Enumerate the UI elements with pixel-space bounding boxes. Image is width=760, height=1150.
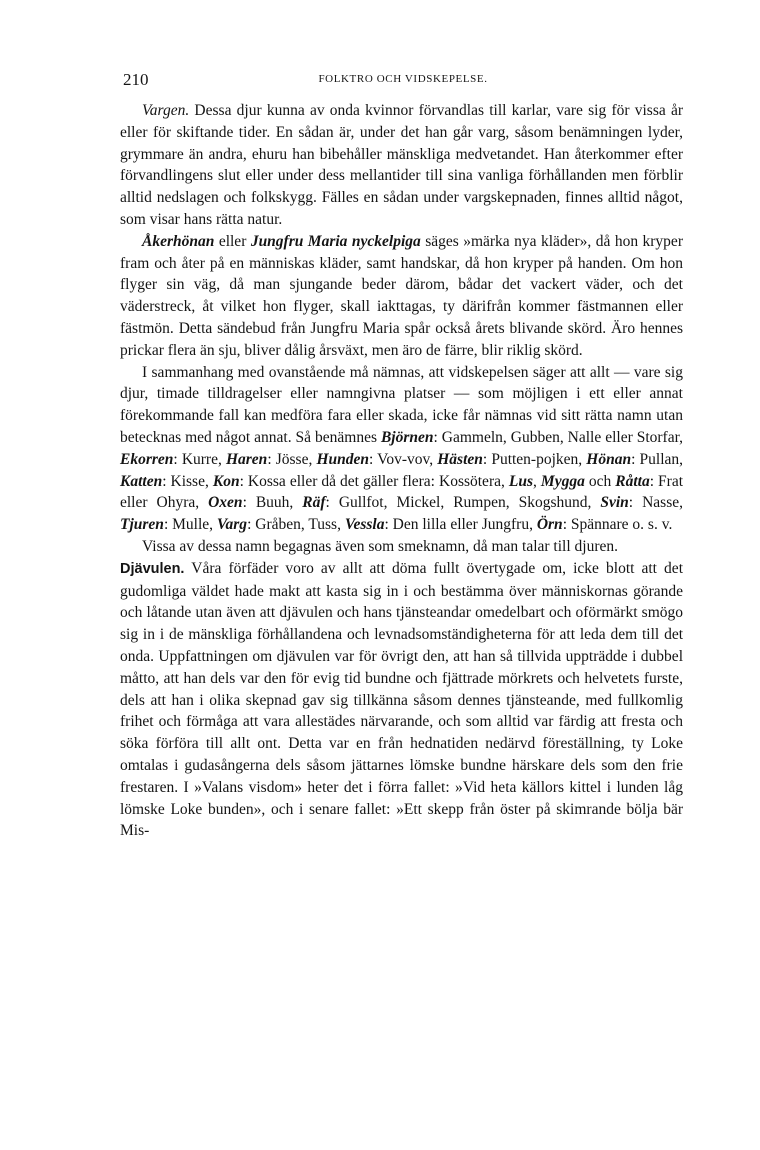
term-animal: Tjuren [120, 516, 164, 534]
paragraph-akerhonan [120, 231, 683, 362]
paragraph-text: : Putten-pojken, [482, 450, 587, 468]
paragraph-text: : Frat eller Ohyra, [120, 472, 684, 512]
term-animal: Oxen [208, 494, 243, 512]
paragraph-text: : Buuh, [242, 494, 303, 512]
paragraph-text: och [584, 472, 616, 490]
paragraph-text: : Kisse, [162, 472, 213, 490]
running-title: FOLKTRO OCH VIDSKEPELSE. [318, 73, 488, 85]
term-animal: Ekorren [120, 450, 174, 468]
paragraph-text: : Kurre, [173, 450, 226, 468]
term-animal: Katten [120, 472, 163, 490]
term-animal: Björnen [380, 428, 434, 446]
term-animal: Hönan [586, 450, 632, 468]
paragraph-text: : Gråben, Tuss, [247, 516, 345, 534]
term-jungfru-maria-nyckelpiga: Jungfru Maria nyckelpiga [250, 232, 421, 250]
term-animal: Varg [216, 516, 248, 534]
term-akerhonan: Åkerhönan [142, 232, 215, 250]
term-animal: Räf [302, 494, 326, 512]
paragraph-text: : Vov-vov, [369, 450, 438, 468]
body-text [120, 100, 683, 842]
term-animal: Råtta [615, 472, 650, 490]
term-animal: Haren [225, 450, 268, 468]
paragraph-text: : Den lilla eller Jungfru, [384, 516, 537, 534]
paragraph-text: I sammanhang med ovanstående må nämnas, att vidskepelsen säger att allt — vare sig djur, timade tilldragelser eller namngivna platser — som möjligen i ett eller annat förekommande fall kan medföra fara eller skada, icke får nämnas vid sitt rätta namn utan betecknas med något annat. Så benämnes [120, 363, 683, 446]
paragraph-text: : Pullan, [631, 450, 683, 468]
term-animal: Mygga [540, 472, 585, 490]
term-animal: Örn [536, 516, 563, 534]
paragraph-text: , [533, 472, 541, 490]
paragraph-smeknamn: Vissa av dessa namn begagnas även som smeknamn, då man talar till djuren. [142, 537, 618, 555]
term-animal: Vessla [344, 516, 385, 534]
paragraph-text: : Spännare o. s. v. [562, 516, 673, 534]
term-animal: Hunden [316, 450, 370, 468]
page-number: 210 [123, 70, 149, 89]
section-heading-djavulen: Djävulen. [120, 560, 185, 577]
term-animal: Lus [508, 472, 534, 490]
term-vargen: Vargen. [142, 102, 190, 119]
paragraph-animal-names [120, 362, 683, 536]
paragraph-text: : Gullfot, Mickel, Rumpen, Skogshund, [325, 494, 601, 512]
term-animal: Svin [600, 494, 629, 512]
paragraph-text: : Mulle, [163, 516, 217, 534]
paragraph-text: eller [214, 232, 251, 250]
paragraph-text: : Kossa eller då det gäller flera: Kossötera, [239, 472, 509, 490]
term-animal: Kon [212, 472, 240, 490]
term-animal: Hästen [437, 450, 483, 468]
paragraph-text: : Jösse, [267, 450, 317, 468]
paragraph-vargen [120, 100, 683, 231]
paragraph-text: Våra förfäder voro av allt att döma fullt övertygade om, icke blott att det gudomliga väldet hade makt att kasta sig in i och bestämma över människornas görande och låtande utan även att djävulen och hans tjänsteandar omedelbart och oförmärkt smögo sig in i de mänskliga förhållandena och levnadsomständigheterna för att leda dem till det onda. Uppfattningen om djävulen var för övrigt den, att han så tillvida uppträdde i dubbel måtto, att han dels var den för evig tid bundne och fjättrade mörkrets och helvetets furste, dels att han i olika skepnad gav sig tillkänna såsom dennes tjänsteande, med fullkomlig frihet och förmåga att vara allestädes närvarande, och som alltid var färdig att fresta och söka förföra till allt ont. Detta var en från hednatiden nedärvd föreställning, ty Loke omtalas i gudasångerna dels såsom jättarnes lömske bundne härskare dels som den frie frestaren. I »Valans visdom» heter det i förra fallet: »Vid heta källors kittel i lunden låg lömske Loke bunden», och i senare fallet: »Ett skepp från öster på skimrande bölja bär Mis- [120, 559, 683, 840]
paragraph-text: : Gammeln, Gubben, Nalle eller Storfar, [433, 428, 683, 446]
page-header [123, 70, 683, 90]
paragraph-text: Dessa djur kunna av onda kvinnor förvandlas till karlar, vare sig för vissa år eller för skiftande tider. En sådan är, under det han går varg, såsom benämningen lyder, grymmare än andra, ehuru han bibehåller mänskliga medvetandet. Han återkommer efter förvandlingens slut eller under dess mellantider till sina vanliga förhållanden men förblir alltid nedslagen och folkskygg. Fälles en sådan under vargskepnaden, finnes alltid något, som visar hans rätta natur. [120, 102, 683, 228]
paragraph-text: säges »märka nya kläder», då hon kryper fram och åter på en människas kläder, samt handskar, då hon kryper på handen. Om hon flyger sin väg, då man sjungande beder därom, bådar det vackert väder, och det väderstreck, åt vilket hon flyger, skall iakttagas, ty därifrån kommer fästmannen eller fästmön. Detta sändebud från Jungfru Maria spår också årets blivande skörd. Äro hennes prickar flera än sju, bliver dålig årsväxt, men äro de färre, blir riklig skörd. [120, 232, 683, 359]
paragraph-text: : Nasse, [628, 494, 683, 512]
paragraph-djavulen [120, 558, 683, 842]
